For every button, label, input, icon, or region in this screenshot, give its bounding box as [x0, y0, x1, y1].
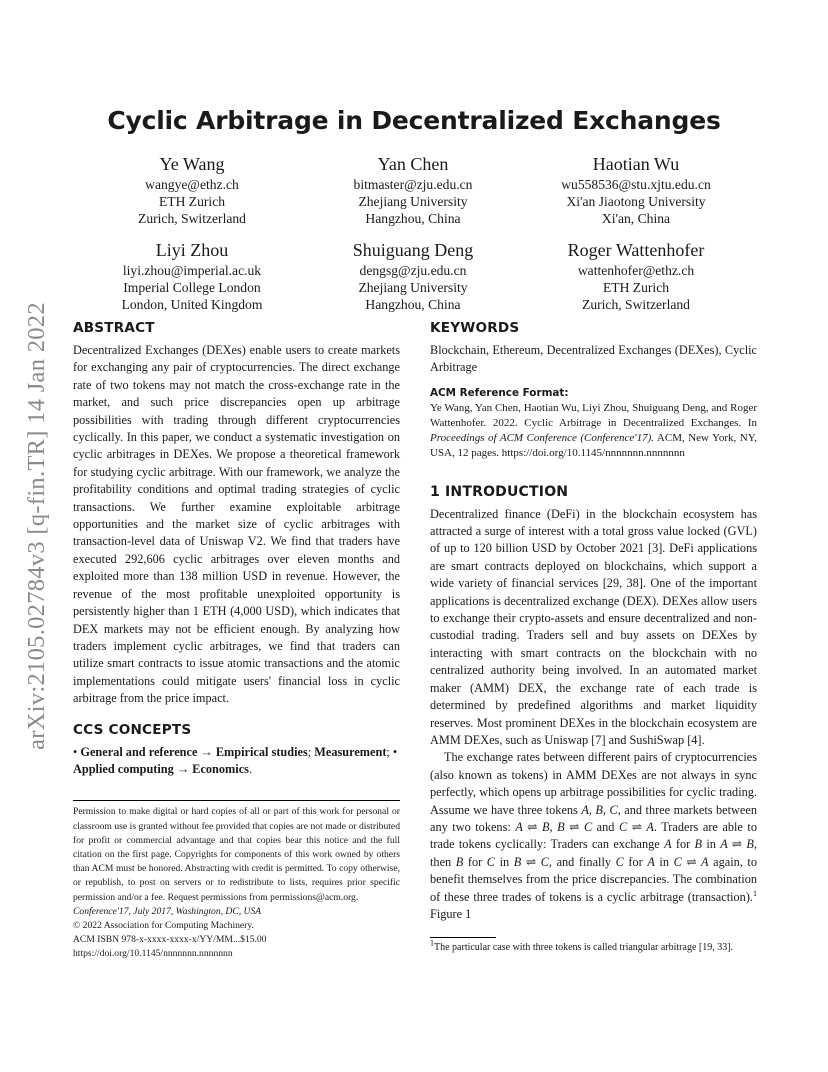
conference-line: Conference'17, July 2017, Washington, DC, USA [73, 905, 262, 917]
paper-title: Cyclic Arbitrage in Decentralized Exchanges [107, 106, 721, 135]
author-location: London, United Kingdom [121, 297, 263, 312]
author-name: Liyi Zhou [155, 240, 229, 260]
author-affiliation: Zhejiang University [358, 194, 468, 209]
ccs-bullet: • [392, 744, 398, 759]
math-run: C ⇌ A [673, 854, 709, 869]
text-run: for [623, 854, 648, 869]
acm-reference-part: ACM, New York, NY, USA, 12 pages. https://doi.org/10.1145/nnnnnnn.nnnnnnn [430, 432, 757, 460]
math-run: B [694, 837, 703, 852]
ccs-concept: Economics [192, 761, 249, 776]
text-run: and [592, 819, 619, 834]
math-run: C [486, 854, 495, 869]
author-affiliation: ETH Zurich [602, 280, 670, 295]
author-affiliation: Xi'an Jiaotong University [566, 194, 706, 209]
acm-reference-venue: Proceedings of ACM Conference (Conference'17). [430, 432, 655, 445]
acm-reference-text [430, 401, 757, 462]
introduction-heading: 1 INTRODUCTION [430, 483, 569, 500]
keywords-text: Blockchain, Ethereum, Decentralized Exchanges (DEXes), Cyclic Arbitrage [430, 343, 757, 375]
author-location: Hangzhou, China [365, 211, 461, 226]
ccs-concept: Measurement [314, 744, 387, 759]
arxiv-sidebar [20, 286, 54, 766]
ccs-concept: Applied computing [73, 761, 174, 776]
ccs-concept: Empirical studies [215, 744, 308, 759]
author-email: wattenhofer@ethz.ch [577, 263, 695, 278]
acm-reference-part: Ye Wang, Yan Chen, Haotian Wu, Liyi Zhou, Shuiguang Deng, and Roger Wattenhofer. 2022. Cyclic Arbitrage in Decentralized Exchanges. In [430, 401, 757, 430]
permission-rule [73, 800, 400, 801]
ccs-arrow: → [200, 744, 213, 759]
author-name: Roger Wattenhofer [567, 240, 705, 260]
author-affiliation: Imperial College London [123, 280, 261, 295]
text-run: for [671, 837, 695, 852]
footnote [430, 941, 757, 954]
author-email: dengsg@zju.edu.cn [359, 263, 467, 278]
text-run: , then [430, 837, 757, 869]
text-run: in [654, 854, 674, 869]
math-run: C [615, 854, 624, 869]
author-block [506, 153, 766, 227]
text-run: . Traders are able to trade tokens cyclically: Traders can exchange [430, 819, 757, 852]
author-affiliation: Zhejiang University [358, 280, 468, 295]
ccs-separator: ; [386, 744, 390, 759]
keywords-heading: KEYWORDS [430, 320, 520, 336]
ccs-bullet: • [73, 744, 78, 759]
author-email: wu558536@stu.xjtu.edu.cn [561, 177, 711, 192]
author-email: liyi.zhou@imperial.ac.uk [122, 263, 262, 278]
right-column [430, 320, 757, 954]
left-column [73, 320, 400, 962]
ccs-heading: CCS CONCEPTS [73, 721, 192, 738]
introduction-paragraph-1: Decentralized finance (DeFi) in the blockchain ecosystem has attracted a surge of interest with a total gross value locked (GVL) of up to 120 billion USD by October 2021 [3]. DeFi applications are smart contracts deployed on blockchains, which support a wide variety of financial services [29, 38]. One of the important applications is decentralized exchange (DEX). DEXes allow users to exchange their crypto-assets and ensure decentralized and non-custodial trading. Traders sell and buy assets on DEXes by interacting with smart contracts on the blockchain with no centralized authority being involved. In an automated market maker (AMM) DEX, the exchange rate of each trade is determined by predefined algorithms and market liquidity reserves. Most prominent DEXes in the blockchain ecosystem are AMM DEXes, such as Uniswap [7] and SushiSwap [4]. [430, 506, 757, 747]
text-run: in [495, 854, 514, 869]
abstract-text: Decentralized Exchanges (DEXes) enable users to create markets for exchanging any pair of cryptocurrencies. The direct exchange rate of two tokens may not match the cross-exchange rate in the market, and such price discrepancies open up arbitrage possibilities with trading through different cryptocurrencies cyclically. In this paper, we conduct a systematic investigation on cyclic arbitrages in DEXes. We propose a theoretical framework for studying cyclic arbitrage. With our framework, we analyze the profitability conditions and optimal trading strategies of cyclic transactions. We further examine exploitable arbitrage opportunities and the market size of cyclic arbitrages with transaction-level data of Uniswap V2. We find that traders have executed 292,606 cyclic arbitrages over eleven months and exploited more than 138 million USD in revenue. However, the revenue of the most profitable unexploited opportunity is persistently higher than 1 ETH (4,000 USD), which indicates that DEX markets may not be efficient enough. By analyzing how traders implement cyclic arbitrages, we find that traders can utilize smart contracts to issue atomic transactions and the atomic implementations could mitigate users' financial loss in cyclic arbitrage from the price impact. [73, 343, 400, 706]
ccs-end: . [248, 761, 253, 776]
math-run: A [664, 837, 672, 852]
author-location: Hangzhou, China [365, 297, 461, 312]
text-run: in [702, 837, 721, 852]
doi-line: https://doi.org/10.1145/nnnnnnn.nnnnnnn [73, 948, 233, 960]
acm-reference-heading: ACM Reference Format: [430, 386, 569, 399]
footnote-text: The particular case with three tokens is called triangular arbitrage [19, 33]. [434, 942, 734, 954]
footnote-rule [430, 937, 496, 938]
author-block [506, 239, 766, 313]
text-run: , and three markets between any two tokens: [430, 802, 757, 834]
ccs-arrow: → [176, 761, 190, 776]
text-run: , and finally [548, 854, 616, 869]
math-run: A ⇌ B, B ⇌ C [515, 819, 593, 834]
math-run: A [647, 854, 655, 869]
ccs-separator: ; [307, 744, 312, 759]
author-block [283, 239, 543, 313]
author-block [283, 153, 543, 227]
ccs-concept: General and reference [80, 744, 198, 759]
copyright-line: © 2022 Association for Computing Machinery. [73, 919, 254, 931]
arxiv-identifier: arXiv:2105.02784v3 [q-fin.TR] 14 Jan 2022 [23, 302, 50, 750]
author-name: Ye Wang [159, 154, 225, 174]
author-affiliation: ETH Zurich [158, 194, 226, 209]
author-location: Xi'an, China [601, 211, 671, 226]
text-run: again, to benefit themselves from the price discrepancies. The combination of these three trades of tokens is a cyclic arbitrage (transaction). [430, 854, 757, 904]
isbn-line: ACM ISBN 978-x-xxxx-xxxx-x/YY/MM...$15.00 [73, 934, 267, 946]
text-run: for [463, 854, 487, 869]
math-run: C ⇌ A [618, 819, 654, 834]
author-email: wangye@ethz.ch [145, 177, 239, 192]
author-name: Shuiguang Deng [352, 240, 474, 260]
abstract-heading: ABSTRACT [73, 320, 155, 336]
ccs-concepts [73, 744, 400, 779]
introduction-paragraph-2 [430, 749, 757, 923]
math-run: B ⇌ C [513, 854, 549, 869]
author-email: bitmaster@zju.edu.cn [353, 177, 473, 192]
math-run: A ⇌ B [720, 837, 754, 852]
math-run: A, B, C [581, 802, 618, 817]
text-run: Figure 1 [430, 906, 472, 921]
author-location: Zurich, Switzerland [138, 211, 246, 226]
author-name: Yan Chen [377, 154, 449, 174]
text-run: The exchange rates between different pairs of cryptocurrencies (also known as tokens) in AMM DEXes are not always in sync perfectly, which opens up arbitrage possibilities for cyclic trading. Assume we have three tokens [430, 750, 757, 817]
footnote-number: 1 [430, 939, 434, 949]
permission-notice: Permission to make digital or hard copies of all or part of this work for personal or classroom use is granted without fee provided that copies are not made or distributed for profit or commercial advantage and that copies bear this notice and the full citation on the first page. Copyrights for components of this work owned by others than ACM must be honored. Abstracting with credit is permitted. To copy otherwise, or republish, to post on servers or to redistribute to lists, requires prior specific permission and/or a fee. Request permissions from permissions@acm.org. [73, 806, 400, 903]
math-run: B [455, 854, 464, 869]
footnote-marker: 1 [753, 888, 757, 898]
author-name: Haotian Wu [592, 154, 680, 174]
author-location: Zurich, Switzerland [582, 297, 690, 312]
